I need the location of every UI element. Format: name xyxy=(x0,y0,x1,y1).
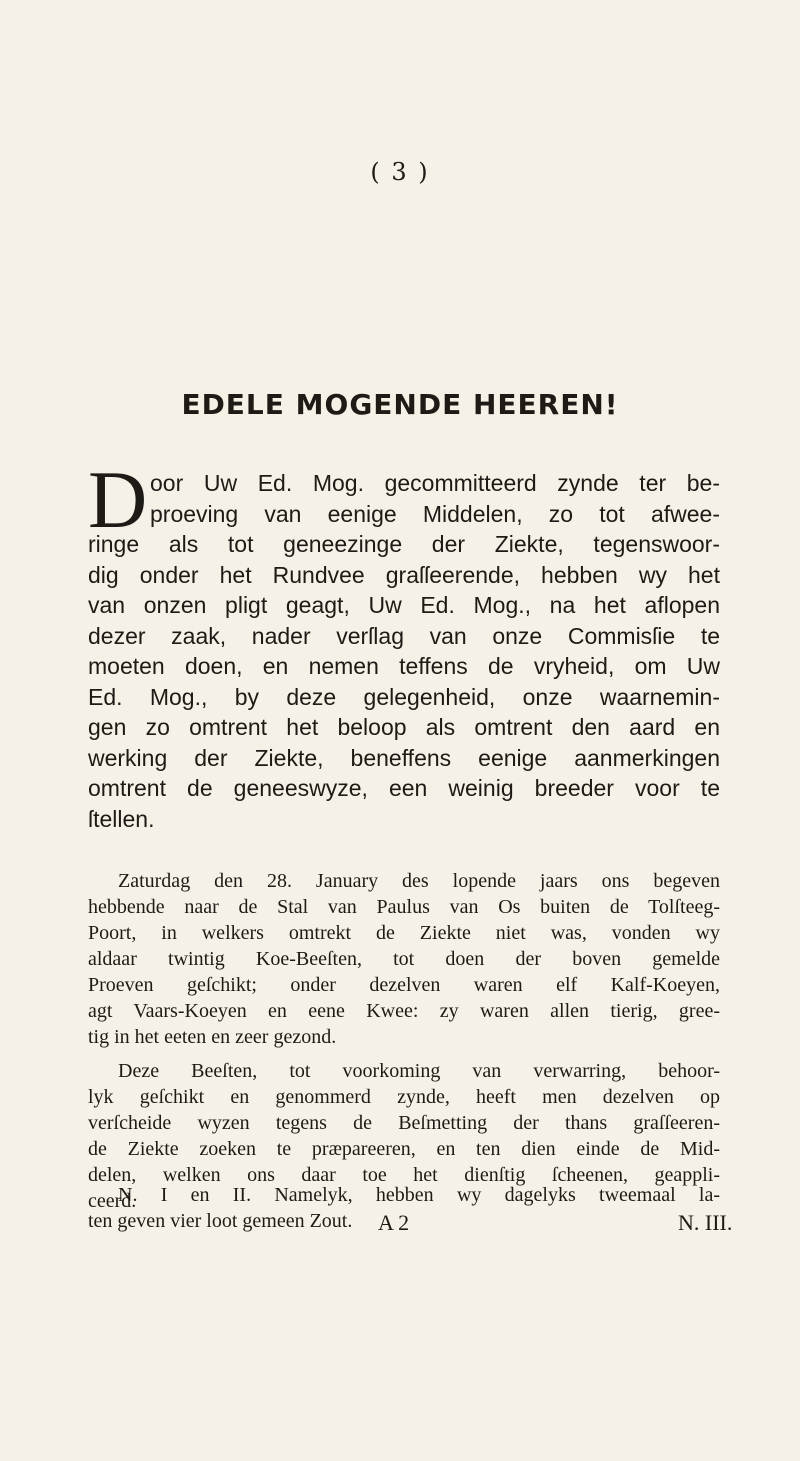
intro-line: omtrent de geneeswyze, een weinig breeder voor te xyxy=(88,775,720,801)
intro-line: oor Uw Ed. Mog. gecommitteerd zynde ter be- xyxy=(150,470,720,496)
paragraph-zaturdag xyxy=(88,868,720,1050)
paragraph-line: agt Vaars-Koeyen en eene Kwee: zy waren allen tierig, gree- xyxy=(88,1000,720,1022)
intro-paragraph xyxy=(88,454,720,834)
intro-line: proeving van eenige Middelen, zo tot afwee- xyxy=(150,500,720,527)
intro-line: dezer zaak, nader verſlag van onze Commisſie te xyxy=(88,622,720,649)
intro-line: dig onder het Rundvee graſſeerende, hebben wy het xyxy=(88,561,720,588)
paragraph-line: N. I en II. Namelyk, hebben wy dagelyks tweemaal la- xyxy=(118,1184,720,1206)
intro-line: Ed. Mog., by deze gelegenheid, onze waarnemin- xyxy=(88,683,720,710)
catchword: N. III. xyxy=(678,1210,733,1235)
paragraph-line: Zaturdag den 28. January des lopende jaars ons begeven xyxy=(118,870,720,892)
paragraph-line: delen, welken ons daar toe het dienſtig ſcheenen, geappli- xyxy=(88,1164,720,1186)
intro-line: gen zo omtrent het beloop als omtrent den aard en xyxy=(88,714,720,740)
page-number: ( 3 ) xyxy=(370,158,430,186)
signature-mark: A 2 xyxy=(378,1210,410,1235)
paragraph-line: verſcheide wyzen tegens de Beſmetting der thans graſſeeren- xyxy=(88,1112,720,1134)
paragraph-line: aldaar twintig Koe-Beeſten, tot doen der boven gemelde xyxy=(88,948,720,970)
paragraph-line: de Ziekte zoeken te præpareeren, en ten dien einde de Mid- xyxy=(88,1138,720,1160)
paragraph-line: hebbende naar de Stal van Paulus van Os buiten de Tolſteeg- xyxy=(88,896,720,918)
paragraph-line: lyk geſchikt en genommerd zynde, heeft men dezelven op xyxy=(88,1086,720,1108)
paragraph-line: Poort, in welkers omtrekt de Ziekte niet was, vonden wy xyxy=(88,922,720,944)
paragraph-line: Deze Beeſten, tot voorkoming van verwarring, behoor- xyxy=(118,1060,720,1082)
paragraph-line: Proeven geſchikt; onder dezelven waren elf Kalf-Koeyen, xyxy=(88,974,720,996)
page-footer xyxy=(0,1210,800,1238)
intro-line: van onzen pligt geagt, Uw Ed. Mog., na het aflopen xyxy=(88,592,720,618)
paragraph-line: ten geven vier loot gemeen Zout. xyxy=(88,1210,353,1232)
paragraph-line: ceerd. xyxy=(88,1190,137,1212)
intro-line: werking der Ziekte, beneffens eenige aanmerkingen xyxy=(88,744,720,771)
paragraph-line: tig in het eeten en zeer gezond. xyxy=(88,1026,337,1048)
intro-line: ſtellen. xyxy=(88,805,155,832)
drop-cap: D xyxy=(88,454,148,545)
intro-line: moeten doen, en nemen teffens de vryheid, om Uw xyxy=(88,653,720,679)
page-heading: EDELE MOGENDE HEEREN! xyxy=(181,388,619,421)
intro-line: ringe als tot geneezinge der Ziekte, tegenswoor- xyxy=(88,531,720,557)
